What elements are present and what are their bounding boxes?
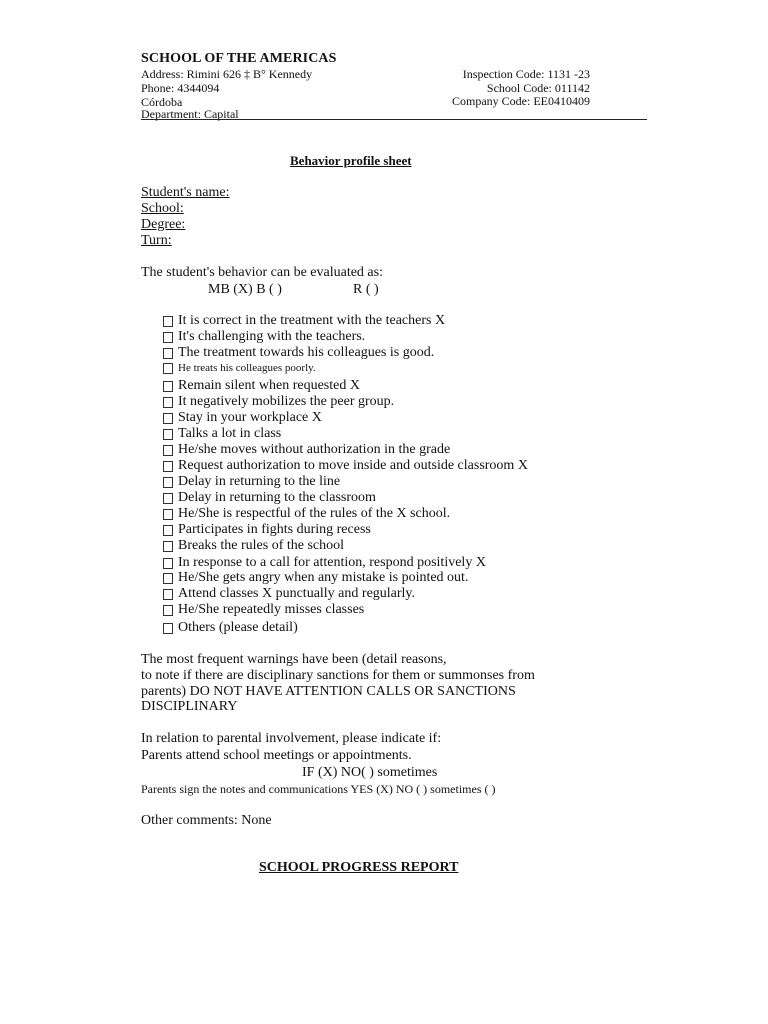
checkbox-icon[interactable] <box>163 445 173 456</box>
warnings-line-1: The most frequent warnings have been (detail reasons, <box>141 652 447 667</box>
checklist-item-label: It negatively mobilizes the peer group. <box>178 394 395 409</box>
progress-report-title-text: SCHOOL PROGRESS REPORT <box>259 860 459 875</box>
checklist-item-label: Talks a lot in class <box>178 426 282 441</box>
school-code: School Code: 011142 <box>486 81 590 95</box>
checklist-item-label: It is correct in the treatment with the teachers X <box>178 313 446 328</box>
checkbox-icon[interactable] <box>163 363 173 374</box>
checkbox-icon[interactable] <box>163 541 173 552</box>
checkbox-icon[interactable] <box>163 623 173 634</box>
checklist-item-label: Delay in returning to the line <box>178 474 341 489</box>
parents-meetings-answer: IF (X) NO( ) sometimes <box>302 765 438 780</box>
checkbox-icon[interactable] <box>163 461 173 472</box>
checklist-item <box>163 490 376 506</box>
warnings-line-2: to note if there are disciplinary sanctions for them or summonses from <box>141 668 535 683</box>
progress-report-title <box>259 860 518 876</box>
checklist-item <box>163 378 360 394</box>
checklist-item-label: Others (please detail) <box>178 620 298 635</box>
checklist-item-label: He/She repeatedly misses classes <box>178 602 365 617</box>
checklist-item <box>163 410 322 426</box>
parents-line-1: In relation to parental involvement, please indicate if: <box>141 731 442 746</box>
checklist-item <box>163 570 468 586</box>
school-phone: Phone: 4344094 <box>141 81 220 95</box>
checklist-item <box>163 538 344 554</box>
warnings-line-3: parents) DO NOT HAVE ATTENTION CALLS OR SANCTIONS <box>141 684 516 699</box>
school-name: SCHOOL OF THE AMERICAS <box>141 51 337 66</box>
checkbox-icon[interactable] <box>163 493 173 504</box>
turn-field <box>141 233 188 249</box>
checkbox-icon[interactable] <box>163 573 173 584</box>
header-divider <box>141 119 647 120</box>
checklist-item <box>163 313 445 329</box>
checkbox-icon[interactable] <box>163 558 173 569</box>
checklist-item-label: In response to a call for attention, respond positively X <box>178 555 486 570</box>
checklist-item-label: Stay in your workplace X <box>178 410 322 425</box>
company-code: Company Code: EE0410409 <box>452 94 590 108</box>
checklist-item <box>163 586 415 602</box>
parents-sign-notes: Parents sign the notes and communications YES (X) NO ( ) sometimes ( ) <box>141 782 496 796</box>
checkbox-icon[interactable] <box>163 429 173 440</box>
checklist-item-label: The treatment towards his colleagues is good. <box>178 345 435 360</box>
checklist-item <box>163 362 316 374</box>
warnings-line-4: DISCIPLINARY <box>141 699 238 714</box>
school-department: Department: Capital <box>141 107 239 121</box>
school-label: School: <box>141 201 184 216</box>
checkbox-icon[interactable] <box>163 348 173 359</box>
checklist-item-label: He treats his colleagues poorly. <box>178 362 316 374</box>
parents-line-2: Parents attend school meetings or appointments. <box>141 748 412 763</box>
checkbox-icon[interactable] <box>163 316 173 327</box>
checklist-item-label: Delay in returning to the classroom <box>178 490 376 505</box>
evaluation-intro: The student's behavior can be evaluated as: <box>141 265 383 280</box>
checkbox-icon[interactable] <box>163 605 173 616</box>
checkbox-icon[interactable] <box>163 381 173 392</box>
form-title-text: Behavior profile sheet <box>290 153 412 168</box>
checkbox-icon[interactable] <box>163 397 173 408</box>
inspection-code: Inspection Code: 1131 -23 <box>462 67 590 81</box>
checkbox-icon[interactable] <box>163 589 173 600</box>
checklist-item-label: Attend classes X punctually and regularly. <box>178 586 416 601</box>
rating-mb-b: MB (X) B ( ) <box>208 282 282 297</box>
school-address: Address: Rimini 626 ‡ B° Kennedy <box>141 67 313 81</box>
checklist-item <box>163 620 298 636</box>
checkbox-icon[interactable] <box>163 509 173 520</box>
checklist-item <box>163 506 450 522</box>
checklist-item-label: He/She gets angry when any mistake is pointed out. <box>178 570 469 585</box>
student-name-field <box>141 185 285 201</box>
checkbox-icon[interactable] <box>163 332 173 343</box>
checklist-item <box>163 522 371 538</box>
rating-r: R ( ) <box>353 282 379 297</box>
school-field <box>141 201 196 217</box>
checklist-item <box>163 329 365 345</box>
checklist-item <box>163 394 394 410</box>
checkbox-icon[interactable] <box>163 525 173 536</box>
degree-field: Degree: <box>141 217 186 232</box>
form-title <box>290 153 484 169</box>
checklist-item-label: Remain silent when requested X <box>178 378 360 393</box>
checklist-item <box>163 602 364 618</box>
checklist-item-label: Participates in fights during recess <box>178 522 371 537</box>
checklist-item <box>163 426 281 442</box>
other-comments: Other comments: None <box>141 813 272 828</box>
checklist-item <box>163 345 434 361</box>
school-city: Córdoba <box>141 95 183 109</box>
checklist-item <box>163 458 528 474</box>
checklist-item-label: He/she moves without authorization in the grade <box>178 442 451 457</box>
checkbox-icon[interactable] <box>163 477 173 488</box>
checkbox-icon[interactable] <box>163 413 173 424</box>
checklist-item-label: He/She is respectful of the rules of the X school. <box>178 506 451 521</box>
turn-label: Turn: <box>141 233 172 248</box>
checklist-item-label: Request authorization to move inside and outside classroom X <box>178 458 528 473</box>
checklist-item <box>163 555 486 571</box>
checklist-item-label: Breaks the rules of the school <box>178 538 345 553</box>
checklist-item <box>163 442 450 458</box>
checklist-item <box>163 474 340 490</box>
student-name-label: Student's name: <box>141 185 230 200</box>
checklist-item-label: It's challenging with the teachers. <box>178 329 366 344</box>
